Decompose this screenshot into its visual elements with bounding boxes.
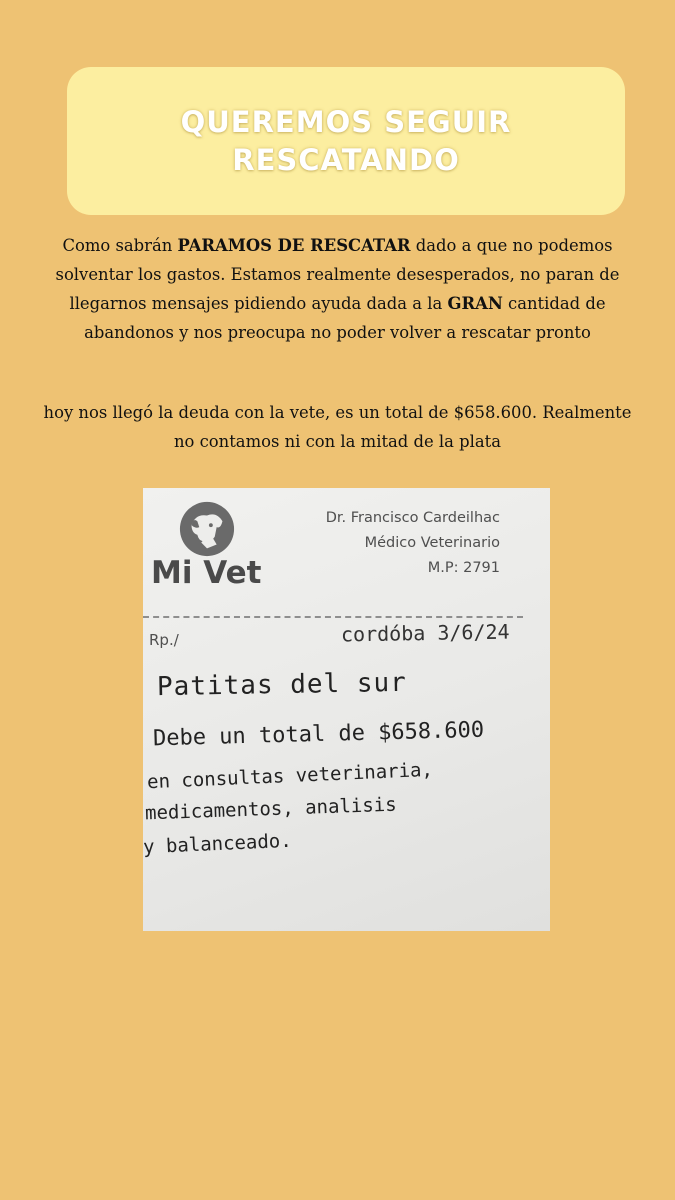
handwritten-line: medicamentos, analisis — [144, 793, 397, 825]
doctor-name: Dr. Francisco Cardeilhac — [325, 510, 500, 526]
paragraph-emphasis: PARAMOS DE RESCATAR — [177, 236, 411, 255]
handwritten-line: y balanceado. — [143, 829, 293, 859]
banner-title-line-2: RESCATANDO — [232, 143, 460, 177]
handwritten-line: en consultas veterinaria, — [146, 758, 434, 794]
paragraph-text: cantidad de abandonos y nos preocupa no poder volver a rescatar pronto — [84, 294, 606, 342]
clinic-brand: Mi Vet — [151, 555, 262, 591]
title-banner — [67, 67, 625, 215]
handwritten-date: cordóba 3/6/24 — [340, 619, 510, 647]
banner-title-line-1: QUEREMOS SEGUIR — [180, 105, 512, 139]
paragraph-text: dado a que no podemos solventar los gastos. Estamos realmente desesperados, no paran de llegarnos mensajes pidiendo ayuda dada a la — [55, 236, 620, 313]
paragraph-emphasis: GRAN — [447, 294, 503, 313]
vet-prescription-photo — [143, 488, 550, 931]
doctor-license: M.P: 2791 — [427, 560, 500, 576]
dashed-divider — [143, 616, 523, 618]
rp-label: Rp./ — [149, 631, 179, 649]
doctor-title: Médico Veterinario — [364, 535, 500, 551]
debt-paragraph: hoy nos llegó la deuda con la vete, es un total de $658.600. Realmente no contamos ni con la mitad de la plata — [43, 403, 632, 451]
handwritten-line: Patitas del sur — [156, 667, 408, 703]
paragraph-text: Como sabrán — [62, 236, 178, 255]
dog-cat-logo-icon — [178, 500, 236, 558]
announcement-paragraph — [40, 231, 635, 347]
handwritten-line: Debe un total de $658.600 — [152, 717, 485, 752]
